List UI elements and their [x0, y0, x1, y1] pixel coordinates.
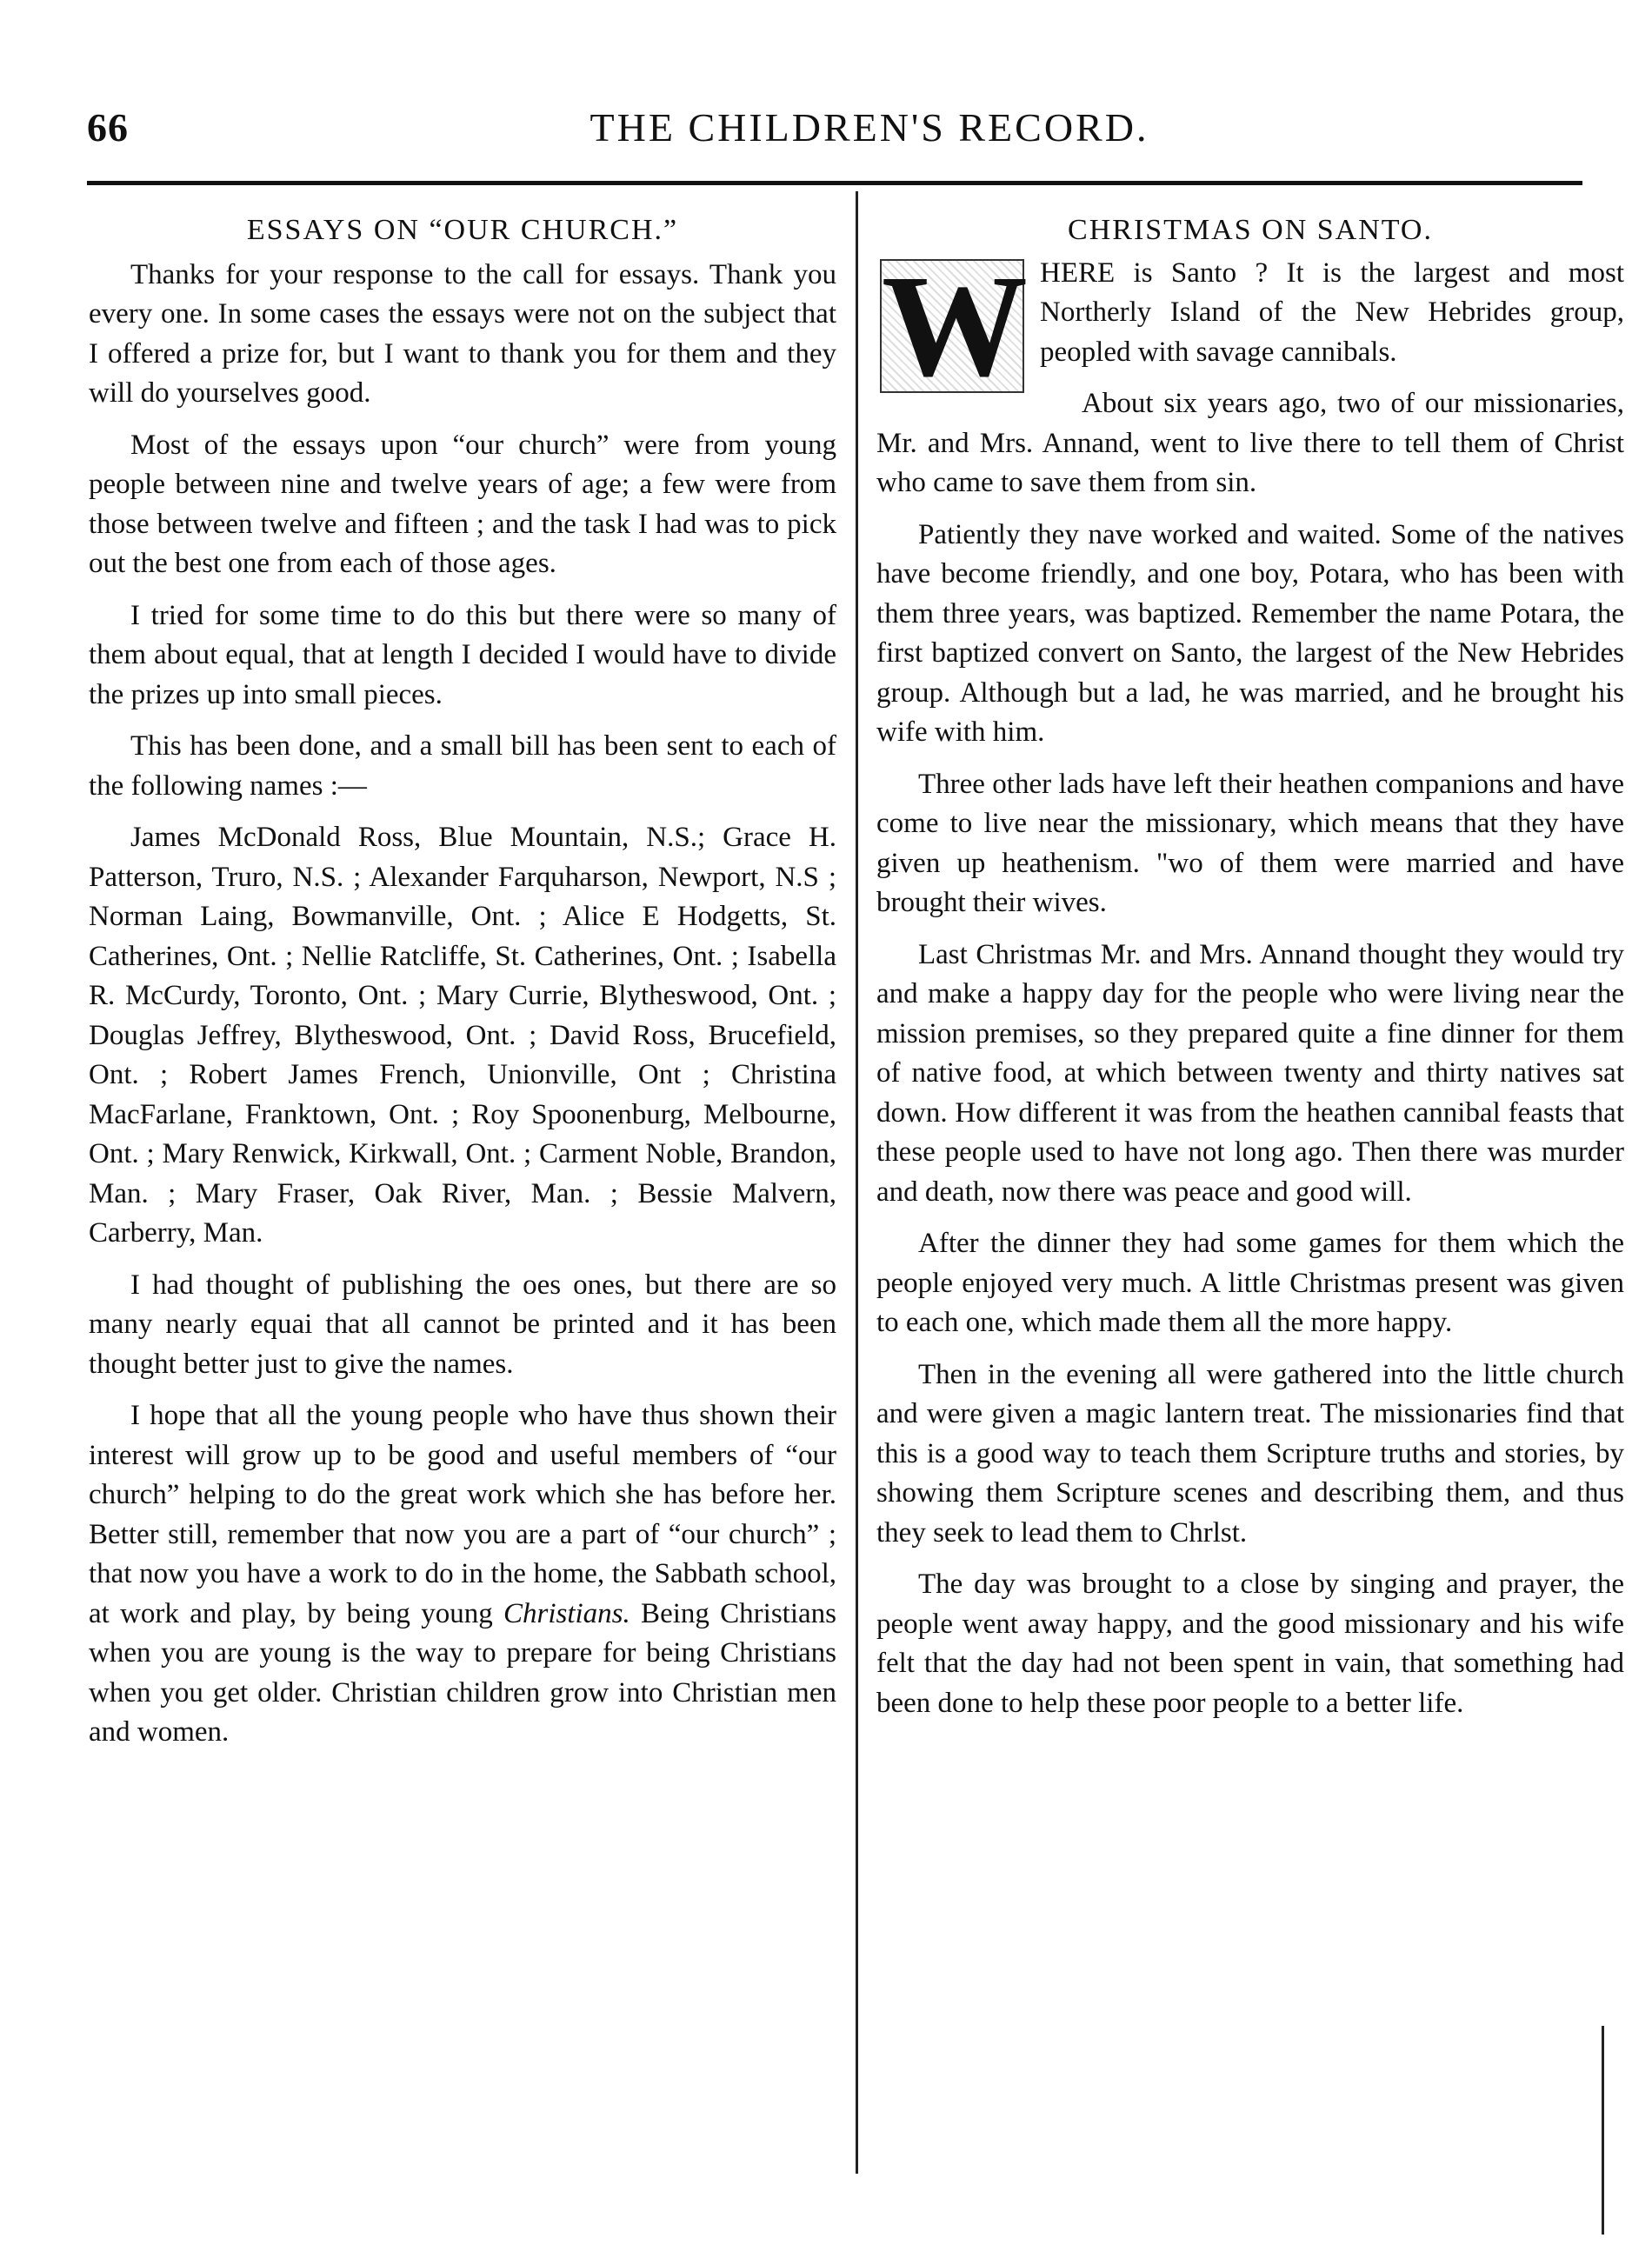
- article-title-essays: ESSAYS ON “OUR CHURCH.”: [246, 214, 679, 246]
- paragraph: Patiently they nave worked and waited. Some of the natives have become friendly, and one boy, Potara, who has been with them three years, was baptized. Remember the name Potara, the first baptized convert on Santo, the largest of the New Hebrides group. Although but a lad, he was married, and he brought his wife with him.: [876, 518, 1624, 748]
- paragraph: The day was brought to a close by singing and prayer, the people went away happy, and the good missionary and his wife felt that the day had not been spent in vain, that something had been done to help these poor people to a better life.: [876, 1569, 1624, 1719]
- page-number: 66: [87, 105, 129, 150]
- closing-paragraph: [89, 1396, 836, 1753]
- paragraph: I had thought of publishing the oes ones, but there are so many nearly equai that all cannot be printed and it has been thought better just to give the names.: [89, 1269, 836, 1380]
- right-column: [876, 210, 1624, 1735]
- margin-rule: [1602, 2026, 1604, 2235]
- article-title-christmas: CHRISTMAS ON SANTO.: [1068, 214, 1433, 246]
- closing-text-start: I hope that all the young people who have thus shown their interest will grow up to be good and useful members of “our church” helping to do the great work which she has before her. Better still, remember that now you are a part of “our church” ; that now you have a work to do in the home, the Sabbath school, at work and play, by being young: [89, 1400, 836, 1629]
- paragraph: After the dinner they had some games for them which the people enjoyed very much. A little Christmas present was given to each one, which made them all the more happy.: [876, 1228, 1624, 1338]
- first-paragraph-text: HERE is Santo ? It is the largest and most Northerly Island of the New Hebrides group, peopled with savage cannibals.: [1040, 256, 1624, 368]
- running-title: THE CHILDREN'S RECORD.: [590, 105, 1149, 150]
- prize-winners-list: James McDonald Ross, Blue Mountain, N.S.; Grace H. Patterson, Truro, N.S. ; Alexander Farquharson, Newport, N.S ; Norman Laing, Bowmanville, Ont. ; Alice E Hodgetts, St. Catherines, Ont. ; Nellie Ratcliffe, St. Catherines, Ont. ; Isabella R. McCurdy, Toronto, Ont. ; Mary Currie, Blytheswood, Ont. ; Douglas Jeffrey, Blytheswood, Ont. ; David Ross, Brucefield, Ont. ; Robert James French, Unionville, Ont ; Christina MacFarlane, Franktown, Ont. ; Roy Spoonenburg, Melbourne, Ont. ; Mary Renwick, Kirkwall, Ont. ; Carment Noble, Brandon, Man. ; Mary Fraser, Oak River, Man. ; Bessie Malvern, Carberry, Man.: [89, 822, 836, 1249]
- paragraph: I tried for some time to do this but there were so many of them about equal, that at length I decided I would have to divide the prizes up into small pieces.: [89, 599, 836, 710]
- paragraph: Most of the essays upon “our church” were from young people between nine and twelve years of age; a few were from those between twelve and fifteen ; and the task I had was to pick out the best one from each of those ages.: [89, 429, 836, 579]
- header-rule: [87, 181, 1582, 185]
- paragraph: Last Christmas Mr. and Mrs. Annand thought they would try and make a happy day for the people who were living near the mission premises, so they prepared quite a fine dinner for them of native food, at which between twenty and thirty natives sat down. How different it was from the heathen cannibal feasts that these people used to have not long ago. Then there was murder and death, now there was peace and good will.: [876, 938, 1624, 1208]
- drop-cap-letter: W: [882, 244, 1028, 407]
- paragraph: This has been done, and a small bill has been sent to each of the following names :—: [89, 730, 836, 802]
- column-divider: [856, 191, 858, 2174]
- left-column: [89, 210, 836, 1765]
- emphasis-christians: Christians.: [503, 1597, 630, 1629]
- paragraph: Thanks for your response to the call for essays. Thank you every one. In some cases the essays were not on the subject that I offered a prize for, but I want to thank you for them and they will do yourselves good.: [89, 258, 836, 409]
- paragraph: About six years ago, two of our missionaries, Mr. and Mrs. Annand, went to live there to tell them of Christ who came to save them from sin.: [876, 388, 1624, 498]
- first-paragraph: [876, 244, 1624, 407]
- paragraph: Then in the evening all were gathered into the little church and were given a magic lantern treat. The missionaries find that this is a good way to teach them Scripture truths and stories, by showing them Scripture scenes and describing them, and thus they seek to lead them to Chrlst.: [876, 1358, 1624, 1549]
- closing-text-end: Being Christians when you are young is the way to prepare for being Christians when you get older. Christian children grow into Christian men and women.: [89, 1597, 836, 1748]
- paragraph: Three other lads have left their heathen companions and have come to live near the missionary, which means that they have given up heathenism. "wo of them were married and have brought their wives.: [876, 768, 1624, 918]
